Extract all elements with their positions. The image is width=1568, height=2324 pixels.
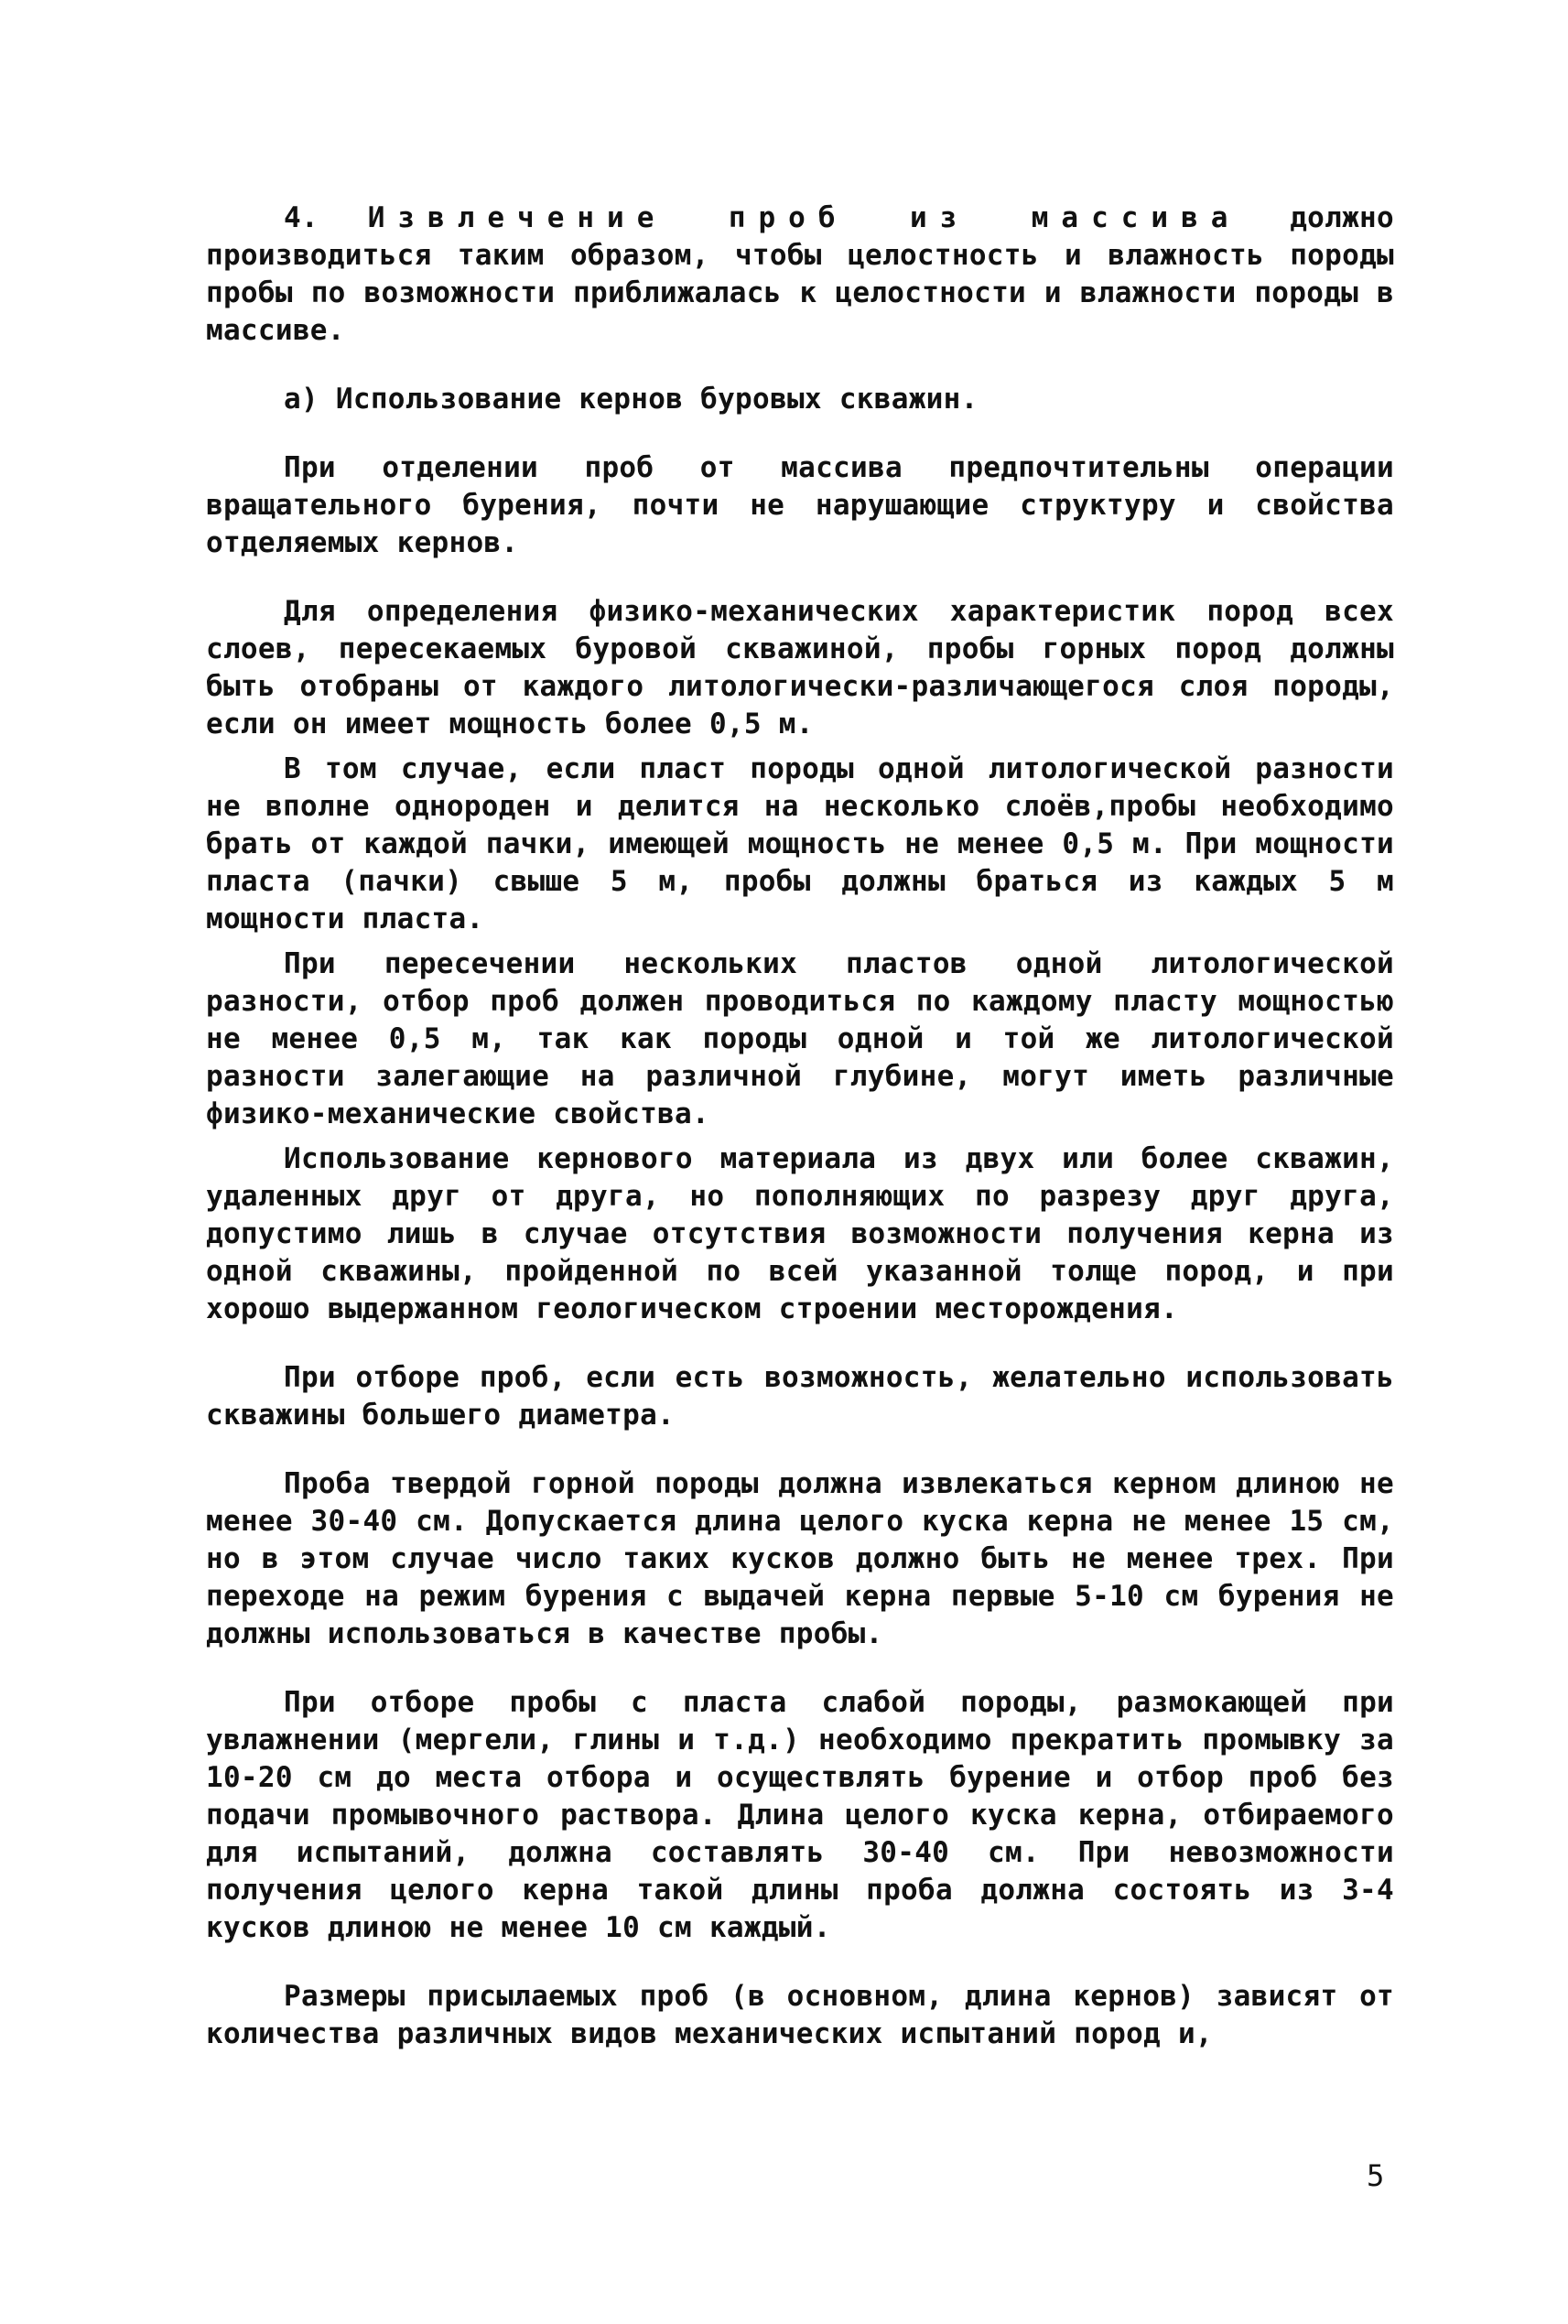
section-number: 4. [284, 201, 319, 234]
paragraph-multiple-wells: Использование кернового материала из двух или более скважин, удаленных друг от друга, но пополняющих по разрезу друг друга, допустимо лишь в случае отсутствия возможности получения керна из одной скважины, пройденной по всей указанной толще пород, и при хорошо выдержанном геологическом строении месторождения. [206, 1142, 1394, 1325]
paragraph-weak-rock: При отборе пробы с пласта слабой породы, размокающей при увлажнении (мергели, глины и т.д.) необходимо прекратить промывку за 10-20 см до места отбора и осуществлять бурение и отбор проб без подачи промывочного раствора. Длина целого куска керна, отбираемого для испытаний, должна составлять 30-40 см. При невозможности получения целого керна такой длины проба должна состоять из 3-4 кусков длиною не менее 10 см каждый. [206, 1686, 1394, 1944]
paragraph-multiple-layers: При пересечении нескольких пластов одной литологической разности, отбор проб должен проводиться по каждому пласту мощностью не менее 0,5 м, так как породы одной и той же литологической разности залегающие на различной глубине, могут иметь различные физико-механические свойства. [206, 947, 1394, 1130]
section-heading: Извлечение проб из массива [367, 201, 1241, 234]
paragraph-sample-size: Размеры присылаемых проб (в основном, длина кернов) зависят от количества различных видов механических испытаний пород и, [206, 1980, 1394, 2050]
paragraph-well-diameter: При отборе проб, если есть возможность, желательно использовать скважины большего диаметра. [206, 1361, 1394, 1432]
paragraph-rotary-drilling: При отделении проб от массива предпочтительны операции вращательного бурения, почти не нарушающие структуру и свойства отделяемых кернов. [206, 451, 1394, 559]
section-4-paragraph [206, 200, 1394, 350]
subheading-core-usage: а) Использование кернов буровых скважин. [284, 383, 979, 416]
paragraph-hard-rock-core: Проба твердой горной породы должна извлекаться керном длиною не менее 30-40 см. Допускается длина целого куска керна не менее 15 см, но в этом случае число таких кусков должно быть не менее трех. При переходе на режим бурения с выдачей керна первые 5-10 см бурения не должны использоваться в качестве пробы. [206, 1467, 1394, 1650]
paragraph-layer-sampling: Для определения физико-механических характеристик пород всех слоев, пересекаемых буровой скважиной, пробы горных пород должны быть отобраны от каждого литологически-различающегося слоя породы, если он имеет мощность более 0,5 м. [206, 595, 1394, 740]
paragraph-text: должно производиться таким образом, чтобы целостность и влажность породы пробы по возможности приближалась к целостности и влажности породы в массиве. [206, 201, 1394, 347]
paragraph-inhomogeneous-layer: В том случае, если пласт породы одной литологической разности не вполне однороден и делится на несколько слоёв,пробы необходимо брать от каждой пачки, имеющей мощность не менее 0,5 м. При мощности пласта (пачки) свыше 5 м, пробы должны браться из каждых 5 м мощности пласта. [206, 752, 1394, 935]
page-number: 5 [1367, 2158, 1385, 2193]
